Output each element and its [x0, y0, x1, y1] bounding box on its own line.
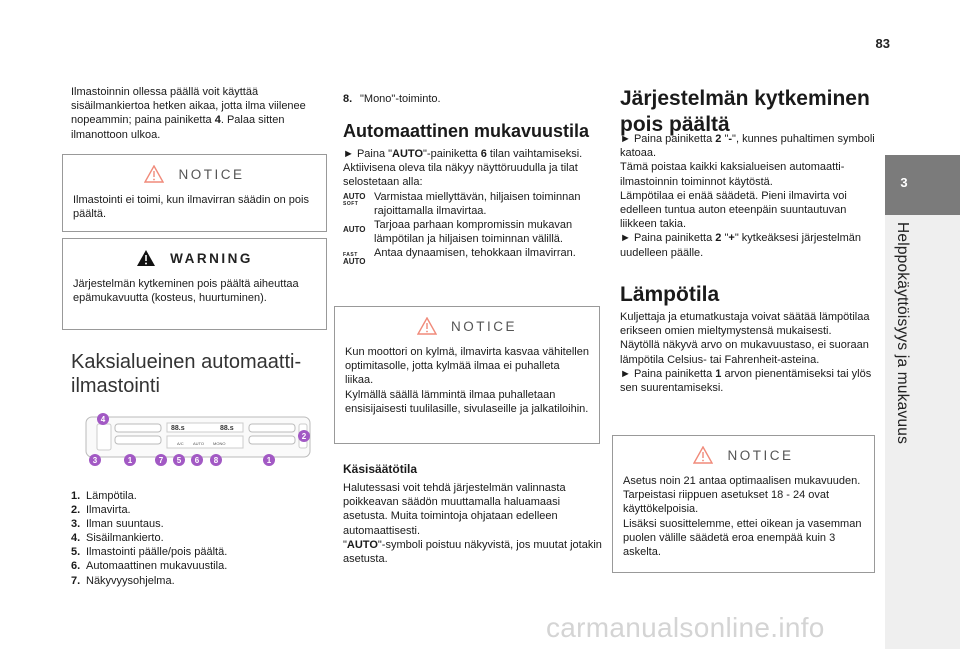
manual-mode-p1: Halutessasi voit tehdä järjestelmän valinnasta poikkeavan säädön muuttamalla haluamaasi asetusta. Muita toimintoja ohjataan edelleen automaattisesti.: [343, 482, 566, 537]
notice-box-1: [62, 154, 327, 232]
notice-warning-triangle-icon: [693, 446, 713, 464]
warning-header: [73, 239, 316, 277]
callout-7: [155, 454, 167, 466]
list-item: 5. Ilmastointi päälle/pois päältä.: [71, 546, 228, 559]
callout-6: [191, 454, 203, 466]
watermark: carmanualsonline.info: [546, 612, 825, 643]
svg-text:1: 1: [266, 456, 272, 465]
temperature-body: [620, 310, 882, 395]
system-off-title: Järjestelmän kytkeminen pois päältä: [620, 87, 870, 136]
callout-3: [89, 454, 101, 466]
legend-list: [71, 489, 321, 588]
auto-comfort-p2: Aktiivisena oleva tila näkyy näyttöruudulla ja tilat selostetaan alla:: [343, 162, 578, 189]
callout-4: [97, 413, 109, 425]
auto-icon: AUTO: [343, 225, 366, 235]
notice-text: Asetus noin 21 antaa optimaalisen mukavuuden. Tarpeistasi riippuen asetukset 18 - 24 ovat käyttökelpoisia. Lisäksi suosittelemme, ettei oikean ja vasemman puolen välille säädetä eroa enempää kuin 3 askelta.: [623, 475, 862, 559]
temperature-p3: ► Paina painiketta 1 arvon pienentämiseksi tai ylös sen suurentamiseksi.: [620, 367, 872, 395]
auto-comfort-title: Automaattinen mukavuustila: [343, 121, 590, 141]
list-item: 2. Ilmavirta.: [71, 504, 131, 517]
mode-soft: [343, 190, 603, 218]
auto-comfort-p1: ► Paina "AUTO"-painiketta 6 tilan vaihtamiseksi.: [343, 148, 583, 160]
callout-1-right: [263, 454, 275, 466]
callout-5: [173, 454, 185, 466]
svg-text:6: 6: [194, 456, 200, 465]
notice-header: [623, 436, 864, 474]
mode-soft-text: Varmistaa miellyttävän, hiljaisen toiminnan rajoittamalla ilmavirtaa.: [374, 190, 581, 217]
manual-mode-title: Käsisäätötila: [343, 462, 418, 476]
notice-title: NOTICE: [727, 447, 794, 463]
notice-box-2: [334, 306, 600, 444]
section-title-dual-zone: Kaksialueinen automaatti-ilmastointi: [71, 351, 302, 397]
notice-warning-triangle-icon: [417, 317, 437, 335]
svg-text:5: 5: [176, 456, 182, 465]
chapter-title-text: Helppokäyttöisyys ja mukavuus: [894, 222, 911, 445]
list-item: 4. Sisäilmankierto.: [71, 532, 164, 545]
notice-header: [73, 155, 316, 193]
temperature-title: Lämpötila: [620, 283, 720, 306]
panel-btn-mono: MONO: [213, 441, 226, 446]
svg-text:7: 7: [158, 456, 164, 465]
system-off-body: [620, 132, 882, 260]
mode-fast-text: Antaa dynaamisen, tehokkaan ilmavirran.: [374, 247, 576, 260]
mode-normal: [343, 218, 603, 246]
auto-soft-icon: AUTO SOFT: [343, 191, 366, 207]
panel-btn-ac: A/C: [177, 441, 184, 446]
item-8: 8. "Mono"-toiminto.: [343, 93, 441, 105]
column-1: [71, 85, 329, 142]
system-off-p2: Tämä poistaa kaikki kaksialueisen automaatti-ilmastoinnin toiminnot käytöstä.: [620, 161, 845, 188]
chapter-number: 3: [900, 175, 908, 190]
callout-8: [210, 454, 222, 466]
auto-fast-icon: FAST AUTO: [343, 252, 366, 267]
auto-comfort-body: [343, 147, 603, 266]
list-item: 7. Näkyvyysohjelma.: [71, 574, 175, 587]
callout-2: [298, 430, 310, 442]
manual-mode-body: [343, 481, 605, 566]
notice-title: NOTICE: [450, 318, 517, 334]
callout-1-left: [124, 454, 136, 466]
svg-text:3: 3: [92, 456, 98, 465]
svg-text:4: 4: [100, 415, 106, 424]
warning-box: [62, 238, 327, 330]
system-off-p1: ► Paina painiketta 2 "-", kunnes puhaltimen symboli katoaa.: [620, 133, 875, 160]
notice-header: [345, 307, 589, 345]
svg-text:2: 2: [301, 432, 307, 441]
chapter-title: [893, 222, 953, 622]
temperature-p1: Kuljettaja ja etumatkustaja voivat säätää lämpötilaa erikseen omien mieltymystensä mukaisesti.: [620, 311, 870, 338]
intro-paragraph: Ilmastoinnin ollessa päällä voit käyttää sisäilmankiertoa hetken aikaa, jotta ilma viilenee nopeammin; paina painiketta 4. Palaa sitten ilmanottoon ulkoa.: [71, 86, 306, 141]
panel-left-temp: 88.s: [171, 425, 185, 432]
notice-box-3: [612, 435, 875, 573]
svg-text:8: 8: [213, 456, 219, 465]
notice-warning-triangle-icon: [144, 165, 164, 183]
manual-mode-p2: "AUTO"-symboli poistuu näkyvistä, jos muutat jotakin asetusta.: [343, 538, 602, 566]
list-item: 3. Ilman suuntaus.: [71, 518, 164, 531]
page-number: 83: [875, 36, 890, 51]
warning-text: Järjestelmän kytkeminen pois päältä aiheuttaa epämukavuutta (kosteus, huurtuminen).: [73, 278, 299, 305]
warning-title: WARNING: [170, 250, 253, 266]
mode-fast: [343, 246, 603, 266]
mode-normal-text: Tarjoaa parhaan kompromissin mukavan lämpötilan ja hiljaisen toiminnan välillä.: [374, 219, 573, 246]
svg-text:1: 1: [127, 456, 133, 465]
notice-text: Ilmastointi ei toimi, kun ilmavirran säädin on pois päältä.: [73, 194, 309, 221]
panel-right-temp: 88.s: [220, 425, 234, 432]
list-item: 1. Lämpötila.: [71, 490, 137, 502]
list-item: 6. Automaattinen mukavuustila.: [71, 560, 228, 573]
notice-text: Kun moottori on kylmä, ilmavirta kasvaa vähitellen optimitasolle, jotta kylmää ilmaa ei puhalleta liikaa. Kylmällä säällä lämmintä ilmaa puhalletaan ensisijaisesti tuulilasille, sivulaseille ja jalkatiloihin.: [345, 346, 589, 415]
notice-title: NOTICE: [178, 166, 245, 182]
warning-triangle-icon: [136, 249, 156, 267]
system-off-p3: Lämpötilaa ei enää säädetä. Pieni ilmavirta voi edelleen tuntua auton eteenpäin suuntautuvan liikkeen takia.: [620, 189, 847, 231]
system-off-p4: ► Paina painiketta 2 "+" kytkeäksesi järjestelmän uudelleen päälle.: [620, 232, 861, 259]
mode-list: [343, 190, 603, 267]
panel-btn-auto: AUTO: [193, 441, 205, 446]
temperature-p2: Näytöllä näkyvä arvo on mukavuustaso, ei suoraan lämpötila Celsius- tai Fahrenheit-asteina.: [620, 339, 869, 366]
